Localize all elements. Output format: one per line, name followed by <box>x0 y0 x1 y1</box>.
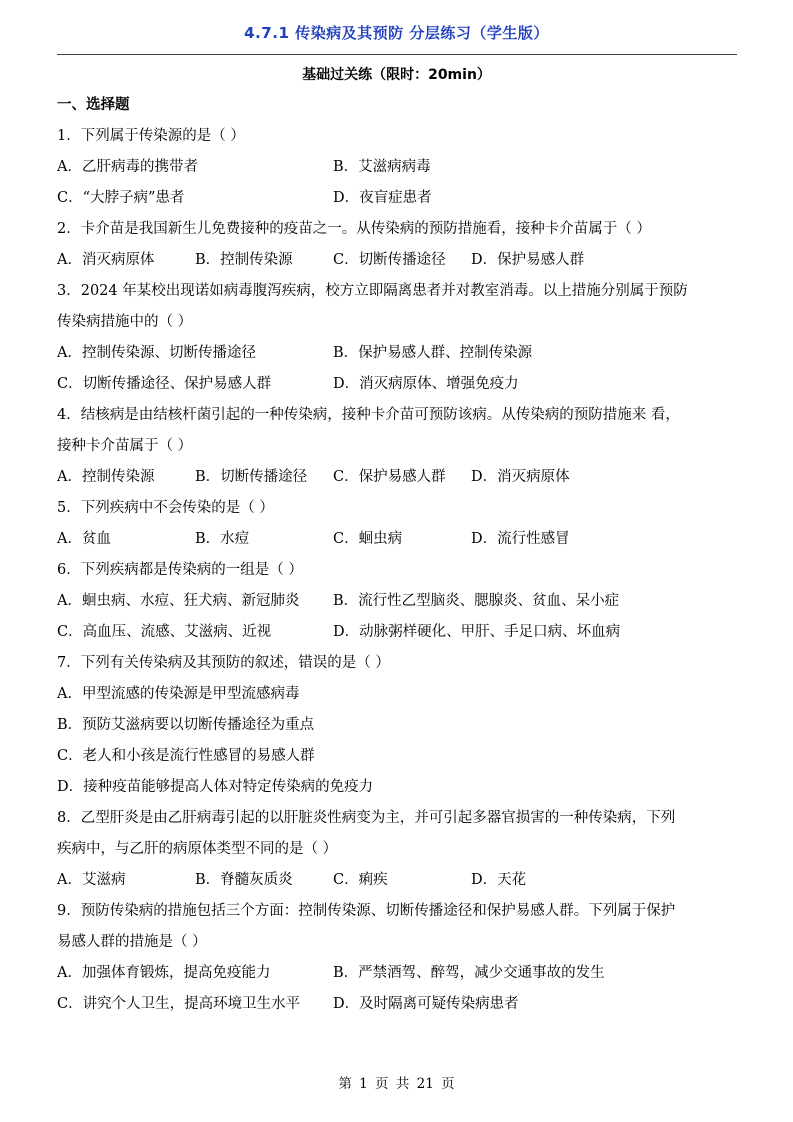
question-1-option-b[interactable]: B．艾滋病病毒 <box>333 159 431 175</box>
question-9-stem-line-2: 易感人群的措施是（ ） <box>57 934 207 950</box>
question-3-option-b[interactable]: B．保护易感人群、控制传染源 <box>333 345 533 361</box>
question-6-options-row-2 <box>57 617 737 648</box>
question-9-stem-line-1: 9．预防传染病的措施包括三个方面：控制传染源、切断传播途径和保护易感人群。下列属于保护 <box>57 903 676 919</box>
question-9-option-b[interactable]: B．严禁酒驾、醉驾，减少交通事故的发生 <box>333 965 605 981</box>
question-3-option-d[interactable]: D．消灭病原体、增强免疫力 <box>333 376 519 392</box>
question-1-option-a[interactable]: A．乙肝病毒的携带者 <box>57 159 198 175</box>
title-divider <box>57 54 737 55</box>
question-8-option-d[interactable]: D．天花 <box>471 872 527 888</box>
question-8-stem-line-1: 8．乙型肝炎是由乙肝病毒引起的以肝脏炎性病变为主，并可引起多器官损害的一种传染病，下列 <box>57 810 676 826</box>
question-9-option-c[interactable]: C．讲究个人卫生，提高环境卫生水平 <box>57 996 301 1012</box>
question-3-stem-line-1: 3．2024 年某校出现诺如病毒腹泻疾病，校方立即隔离患者并对教室消毒。以上措施分别属于预防 <box>57 283 688 299</box>
question-list <box>57 90 737 1020</box>
page-title: 4.7.1 传染病及其预防 分层练习（学生版） <box>244 24 549 42</box>
question-7-stem: 7．下列有关传染病及其预防的叙述，错误的是（ ） <box>57 655 390 671</box>
question-4-options <box>57 462 737 493</box>
question-5-stem: 5．下列疾病中不会传染的是（ ） <box>57 500 274 516</box>
question-4-option-b[interactable]: B．切断传播途径 <box>195 469 308 485</box>
question-8-stem-line-2: 疾病中，与乙肝的病原体类型不同的是（ ） <box>57 841 338 857</box>
question-6-option-a[interactable]: A．蛔虫病、水痘、狂犬病、新冠肺炎 <box>57 593 300 609</box>
question-4-stem-line-1: 4．结核病是由结核杆菌引起的一种传染病，接种卡介苗可预防该病。从传染病的预防措施来 看， <box>57 407 680 423</box>
question-3-option-a[interactable]: A．控制传染源、切断传播途径 <box>57 345 256 361</box>
question-9-options-row-1 <box>57 958 737 989</box>
question-6-options-row-1 <box>57 586 737 617</box>
question-8-option-a[interactable]: A．艾滋病 <box>57 872 126 888</box>
part-heading: 一、选择题 <box>57 97 130 113</box>
question-6-option-c[interactable]: C．高血压、流感、艾滋病、近视 <box>57 624 272 640</box>
question-3-options-row-1 <box>57 338 737 369</box>
question-6-option-b[interactable]: B．流行性乙型脑炎、腮腺炎、贫血、呆小症 <box>333 593 620 609</box>
question-7-option-d[interactable]: D．接种疫苗能够提高人体对特定传染病的免疫力 <box>57 779 374 795</box>
question-8-options <box>57 865 737 896</box>
page-number: 第 1 页 共 21 页 <box>338 1076 455 1092</box>
question-8-option-c[interactable]: C．痢疾 <box>333 872 388 888</box>
question-1-stem: 1．下列属于传染源的是（ ） <box>57 128 245 144</box>
question-1-options-row-2 <box>57 183 737 214</box>
question-1-option-c[interactable]: C．“大脖子病”患者 <box>57 190 185 206</box>
question-4-stem-line-2: 接种卡介苗属于（ ） <box>57 438 193 454</box>
question-3-options-row-2 <box>57 369 737 400</box>
question-5-option-a[interactable]: A．贫血 <box>57 531 111 547</box>
question-2-option-a[interactable]: A．消灭病原体 <box>57 252 155 268</box>
question-7-option-c[interactable]: C．老人和小孩是流行性感冒的易感人群 <box>57 748 315 764</box>
question-7-option-a[interactable]: A．甲型流感的传染源是甲型流感病毒 <box>57 686 300 702</box>
question-7-option-b[interactable]: B．预防艾滋病要以切断传播途径为重点 <box>57 717 315 733</box>
question-4-option-d[interactable]: D．消灭病原体 <box>471 469 570 485</box>
question-5-option-d[interactable]: D．流行性感冒 <box>471 531 570 547</box>
question-2-option-b[interactable]: B．控制传染源 <box>195 252 293 268</box>
question-4-option-a[interactable]: A．控制传染源 <box>57 469 155 485</box>
question-3-stem-line-2: 传染病措施中的（ ） <box>57 314 193 330</box>
question-2-stem: 2．卡介苗是我国新生儿免费接种的疫苗之一。从传染病的预防措施看，接种卡介苗属于（ ） <box>57 221 651 237</box>
question-5-options <box>57 524 737 555</box>
question-9-option-a[interactable]: A．加强体育锻炼，提高免疫能力 <box>57 965 271 981</box>
question-9-option-d[interactable]: D．及时隔离可疑传染病患者 <box>333 996 519 1012</box>
question-1-options-row-1 <box>57 152 737 183</box>
section-title: 基础过关练（限时：20min） <box>302 67 491 83</box>
question-3-option-c[interactable]: C．切断传播途径、保护易感人群 <box>57 376 272 392</box>
question-5-option-b[interactable]: B．水痘 <box>195 531 250 547</box>
question-2-options <box>57 245 737 276</box>
question-4-option-c[interactable]: C．保护易感人群 <box>333 469 446 485</box>
question-1-option-d[interactable]: D．夜盲症患者 <box>333 190 432 206</box>
question-5-option-c[interactable]: C．蛔虫病 <box>333 531 403 547</box>
question-6-option-d[interactable]: D．动脉粥样硬化、甲肝、手足口病、坏血病 <box>333 624 621 640</box>
question-2-option-d[interactable]: D．保护易感人群 <box>471 252 585 268</box>
question-6-stem: 6．下列疾病都是传染病的一组是（ ） <box>57 562 303 578</box>
question-8-option-b[interactable]: B．脊髓灰质炎 <box>195 872 293 888</box>
question-2-option-c[interactable]: C．切断传播途径 <box>333 252 446 268</box>
question-9-options-row-2 <box>57 989 737 1020</box>
